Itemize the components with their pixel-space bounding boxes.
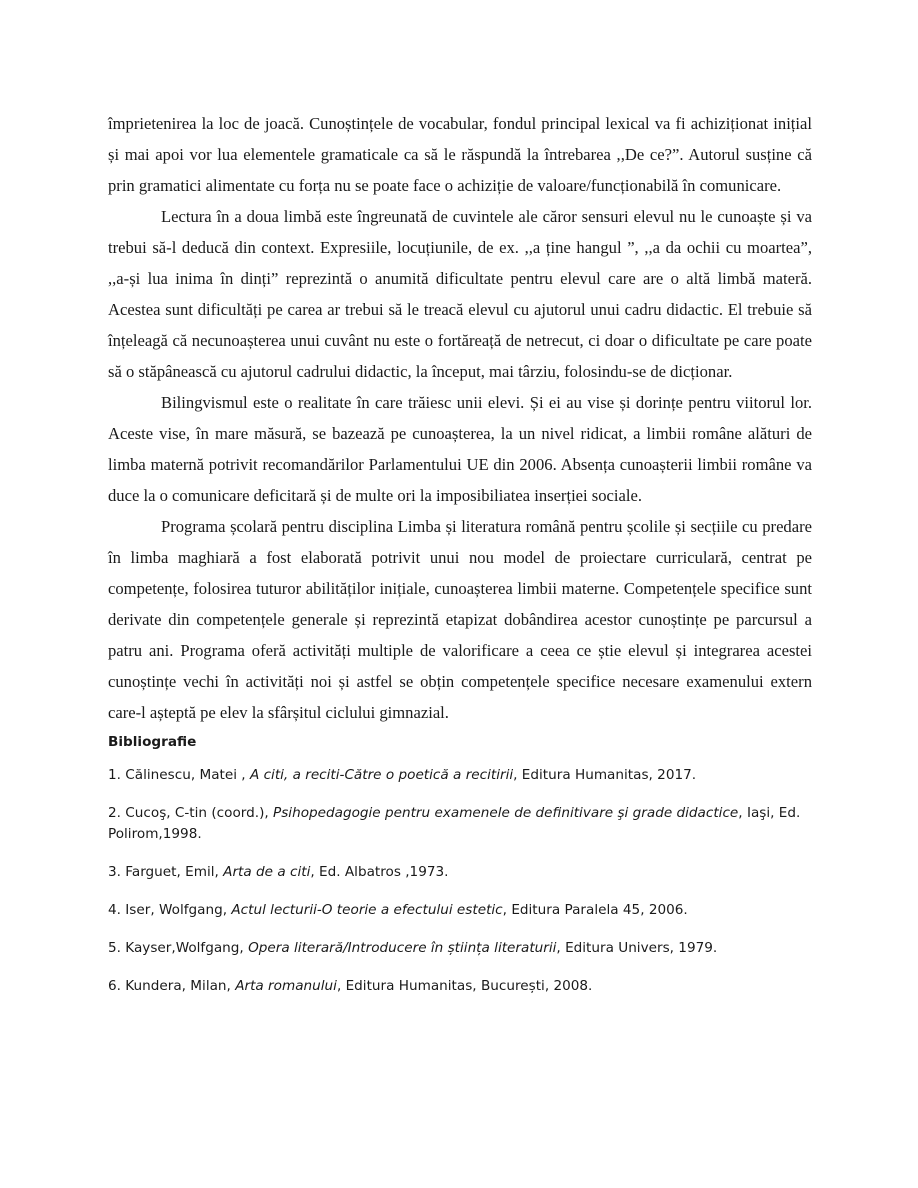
entry-author: 4. Iser, Wolfgang,	[108, 902, 232, 918]
bibliography-entry	[108, 765, 812, 786]
bibliography-list	[108, 765, 812, 997]
entry-title: Opera literară/Introducere în știința literaturii	[248, 940, 557, 956]
body-paragraph: împrietenirea la loc de joacă. Cunoștințele de vocabular, fondul principal lexical va fi achiziționat inițial și mai apoi vor lua elementele gramaticale ca să le răspundă la întrebarea ,,De ce?”. Autorul susține că prin gramatici alimentate cu forța nu se poate face o achiziție de valoare/funcționabilă în comunicare.	[108, 114, 812, 195]
entry-publisher: , Iaşi, Ed. Polirom,1998.	[108, 805, 801, 842]
body-paragraph: Lectura în a doua limbă este îngreunată de cuvintele ale căror sensuri elevul nu le cunoaște și va trebui să-l deducă din context. Expresiile, locuțiunile, de ex. ,,a ține hangul ”, ,,a da ochii cu moartea”, ,,a-și lua inima în dinți” reprezintă o anumită dificultate pentru elevul care are o altă limbă materă. Acestea sunt dificultăți pe carea ar trebui să le treacă elevul cu ajutorul unui cadru didactic. El trebuie să înțeleagă că necunoașterea unui cuvânt nu este o fortăreață de netrecut, ci doar o dificultate pe care poate să o stăpânească cu ajutorul cadrului didactic, la început, mai târziu, folosindu-se de dicționar.	[108, 207, 812, 381]
entry-title: A citi, a reciti-Către o poetică a recitirii	[249, 767, 514, 783]
body-paragraph: Bilingvismul este o realitate în care trăiesc unii elevi. Și ei au vise și dorințe pentru viitorul lor. Aceste vise, în mare măsură, se bazează pe cunoașterea, la un nivel ridicat, a limbii române alături de limba maternă potrivit recomandărilor Parlamentului UE din 2006. Absența cunoașterii limbii române va duce la o comunicare deficitară și de multe ori la imposibiliatea inserției sociale.	[108, 393, 812, 505]
bibliography-entry	[108, 900, 812, 921]
entry-title: Actul lecturii-O teorie a efectului estetic	[231, 902, 503, 918]
bibliography-entry	[108, 803, 812, 845]
bibliography-entry	[108, 862, 812, 883]
entry-title: Arta de a citi	[223, 864, 311, 880]
entry-publisher: , Editura Humanitas, București, 2008.	[336, 978, 593, 994]
entry-title: Psihopedagogie pentru examenele de definitivare şi grade didactice	[273, 805, 739, 821]
bibliography-entry	[108, 976, 812, 997]
entry-author: 1. Călinescu, Matei ,	[108, 767, 250, 783]
entry-publisher: , Editura Paralela 45, 2006.	[502, 902, 688, 918]
entry-publisher: , Ed. Albatros ,1973.	[310, 864, 449, 880]
body-paragraph: Programa școlară pentru disciplina Limba și literatura română pentru școlile și secțiile cu predare în limba maghiară a fost elaborată potrivit unui nou model de proiectare curriculară, centrat pe competențe, folosirea tuturor abilităților inițiale, cunoașterea limbii materne. Competențele specifice sunt derivate din competențele generale și reprezintă etapizat dobândirea acestor cunoștințe pe parcursul a patru ani. Programa oferă activități multiple de valorificare a ceea ce știe elevul și integrarea acestei cunoștințe vechi în activități noi și astfel se obțin competențele specifice necesare examenului extern care-l așteptă pe elev la sfârșitul ciclului gimnazial.	[108, 517, 812, 722]
entry-author: 5. Kayser,Wolfgang,	[108, 940, 249, 956]
entry-author: 3. Farguet, Emil,	[108, 864, 224, 880]
bibliography-heading: Bibliografie	[108, 734, 197, 750]
entry-author: 2. Cucoş, C-tin (coord.),	[108, 805, 274, 821]
document-page	[108, 108, 812, 1014]
entry-publisher: , Editura Humanitas, 2017.	[513, 767, 697, 783]
entry-publisher: , Editura Univers, 1979.	[556, 940, 718, 956]
bibliography-entry	[108, 938, 812, 959]
entry-title: Arta romanului	[235, 978, 337, 994]
entry-author: 6. Kundera, Milan,	[108, 978, 236, 994]
